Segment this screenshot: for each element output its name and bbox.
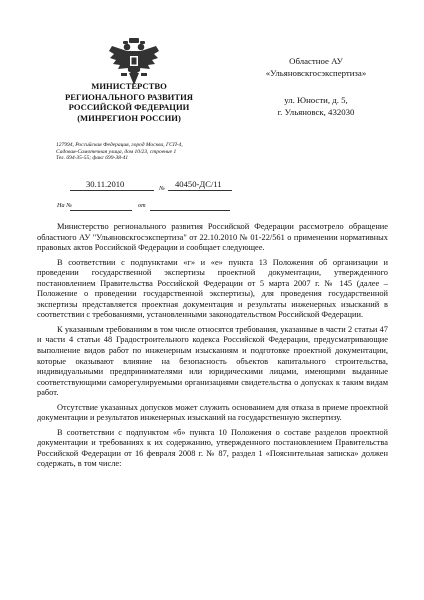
body-paragraph: Министерство регионального развития Российской Федерации рассмотрело обращение областного АУ "Ульяновскгосэкспертиза" от 22.10.2010 № 01-22/561 о применении нормативных правовых актов Российской Федерации и сообщает следующее. — [37, 222, 388, 253]
number-underline — [168, 190, 232, 191]
sender-address-line: 127994, Российская Федерация, город Москва, ГСП-4, — [56, 142, 183, 148]
sender-name-line: МИНИСТЕРСТВО — [91, 81, 167, 91]
reference-date-label: от — [138, 202, 146, 209]
recipient-line: «Ульяновскгосэкспертиза» — [265, 67, 367, 78]
sender-name — [40, 81, 218, 123]
sender-name-line: (МИНРЕГИОН РОССИИ) — [77, 112, 181, 123]
reference-date-underline — [150, 210, 230, 211]
recipient-address-line: ул. Юности, д. 5, — [284, 95, 348, 106]
sender-address-line: Тел. 694-35-55; факс 699-38-41 — [56, 155, 129, 162]
sender-name-line: РЕГИОНАЛЬНОГО РАЗВИТИЯ — [65, 91, 193, 102]
body-paragraph: К указанным требованиям в том числе относятся требования, указанные в части 2 статьи 47 и части 4 статьи 48 Градостроительного кодекса Российской Федерации, предусматривающие выполнение видов работ по инженерным изысканиям и подготовке проектной документации, которые оказывают влияние на безопасность объектов капитального строительства, индивидуальными предпринимателями или юридическими лицами, имеющими выданные соответствующими саморегулируемыми организациями свидетельства о допусках к таким видам работ. — [37, 324, 388, 398]
recipient-address-line: г. Ульяновск, 432030 — [277, 106, 355, 117]
letter-body — [37, 222, 388, 474]
sender-name-line: РОССИЙСКОЙ ФЕДЕРАЦИИ — [68, 102, 190, 113]
sender-address-line: Садовая-Самотечная улица, дом 10/23, строение 1 — [56, 148, 177, 155]
body-paragraph: В соответствии с подпунктом «б» пункта 10 Положения о составе разделов проектной документации и требованиях к их содержанию, утвержденного постановлением Правительства Российской Федерации от 16 февраля 2008 г. № 87, раздел 1 «Пояснительная записка» должен содержать, в том числе: — [37, 427, 388, 469]
recipient-line: Областное АУ — [289, 56, 343, 66]
recipient-block — [236, 56, 396, 118]
date-underline — [70, 190, 154, 191]
letter-date: 30.11.2010 — [86, 179, 125, 189]
reference-number-label: На № — [57, 202, 72, 209]
reference-number-underline — [70, 210, 132, 211]
letter-number: 40450-ДС/11 — [175, 179, 222, 189]
body-paragraph: В соответствии с подпунктами «г» и «е» пункта 13 Положения об организации и проведении государственной экспертизы проектной документации, утвержденного постановлением Правительства Российской Федерации от 5 марта 2007 г. № 145 (далее – Положение о проведении государственной экспертизы), для проведения государственной экспертизы представляется проектная документация и результаты инженерных изысканий в соответствии с требованиями, установленными законодательством Российской Федерации. — [37, 257, 388, 320]
body-paragraph: Отсутствие указанных допусков может служить основанием для отказа в приеме проектной документации и результатов инженерных изысканий на государственную экспертизу. — [37, 402, 388, 423]
number-sign: № — [159, 185, 165, 192]
sender-address — [56, 142, 226, 162]
